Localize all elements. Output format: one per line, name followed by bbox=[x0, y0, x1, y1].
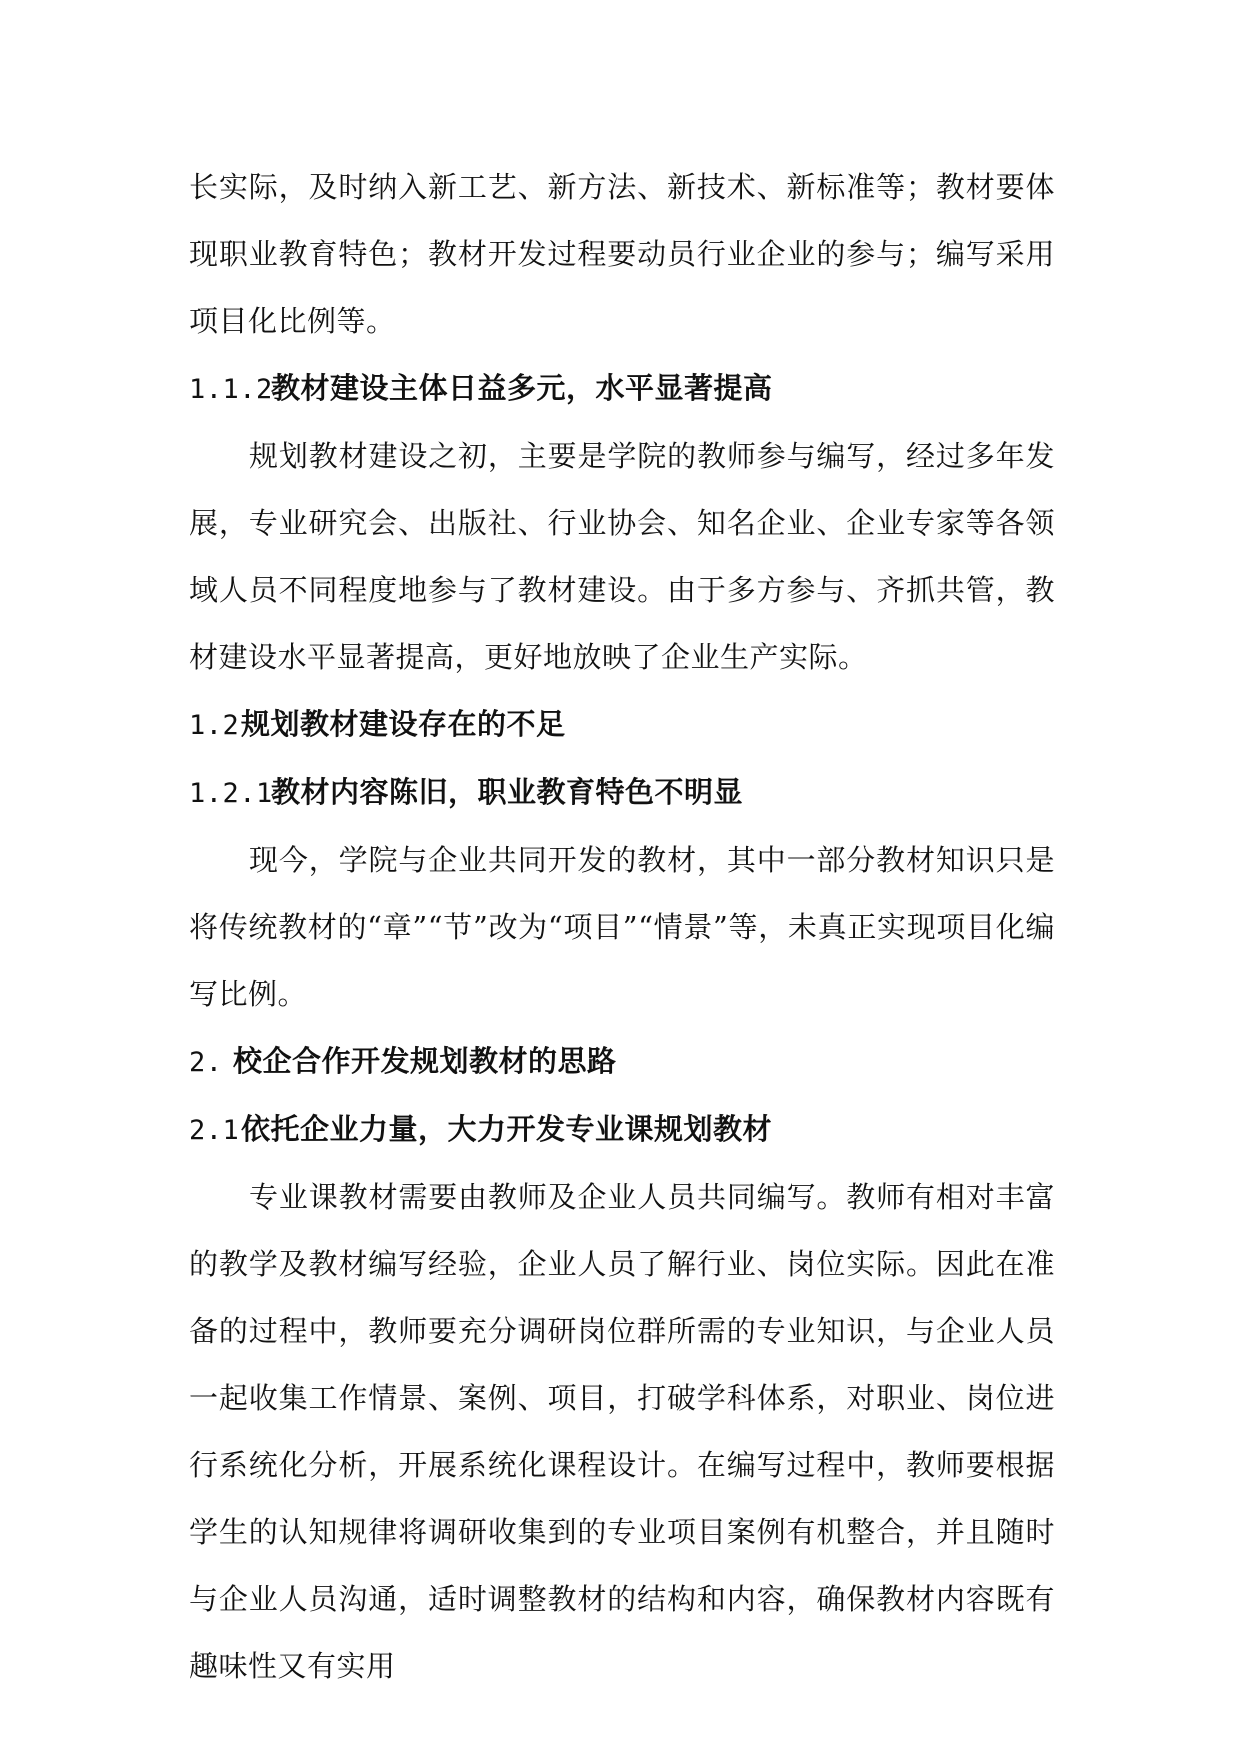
section-number: 2. bbox=[189, 1047, 223, 1078]
section-number: 1.2 bbox=[189, 710, 240, 741]
section-heading-1-2-1 bbox=[189, 759, 1055, 827]
paragraph-body: 规划教材建设之初，主要是学院的教师参与编写，经过多年发展，专业研究会、出版社、行业协会、知名企业、企业专家等各领域人员不同程度地参与了教材建设。由于多方参与、齐抓共管，教材建设水平显著提高，更好地放映了企业生产实际。 bbox=[189, 439, 1055, 674]
section-title: 教材内容陈旧，职业教育特色不明显 bbox=[271, 775, 744, 809]
section-heading-2-1 bbox=[189, 1096, 1055, 1164]
section-number: 1.1.2 bbox=[189, 374, 273, 405]
section-title: 教材建设主体日益多元，水平显著提高 bbox=[271, 371, 773, 405]
paragraph-body: 专业课教材需要由教师及企业人员共同编写。教师有相对丰富的教学及教材编写经验，企业人员了解行业、岗位实际。因此在准备的过程中，教师要充分调研岗位群所需的专业知识，与企业人员一起收集工作情景、案例、项目，打破学科体系，对职业、岗位进行系统化分析，开展系统化课程设计。在编写过程中，教师要根据学生的认知规律将调研收集到的专业项目案例有机整合，并且随时与企业人员沟通，适时调整教材的结构和内容，确保教材内容既有趣味性又有实用 bbox=[189, 1180, 1055, 1683]
section-heading-2 bbox=[189, 1028, 1055, 1096]
section-title: 依托企业力量，大力开发专业课规划教材 bbox=[241, 1112, 773, 1146]
paragraph-continuation: 长实际，及时纳入新工艺、新方法、新技术、新标准等；教材要体现职业教育特色；教材开发过程要动员行业企业的参与；编写采用项目化比例等。 bbox=[189, 170, 1055, 338]
section-number: 2.1 bbox=[189, 1115, 240, 1146]
section-heading-1-1-2 bbox=[189, 355, 1055, 423]
section-heading-1-2 bbox=[189, 691, 1055, 759]
section-number: 1.2.1 bbox=[189, 778, 273, 809]
section-title: 规划教材建设存在的不足 bbox=[241, 707, 566, 741]
section-title: 校企合作开发规划教材的思路 bbox=[233, 1044, 617, 1078]
paragraph-body: 现今，学院与企业共同开发的教材，其中一部分教材知识只是将传统教材的“章”“节”改为“项目”“情景”等，未真正实现项目化编写比例。 bbox=[189, 843, 1055, 1011]
